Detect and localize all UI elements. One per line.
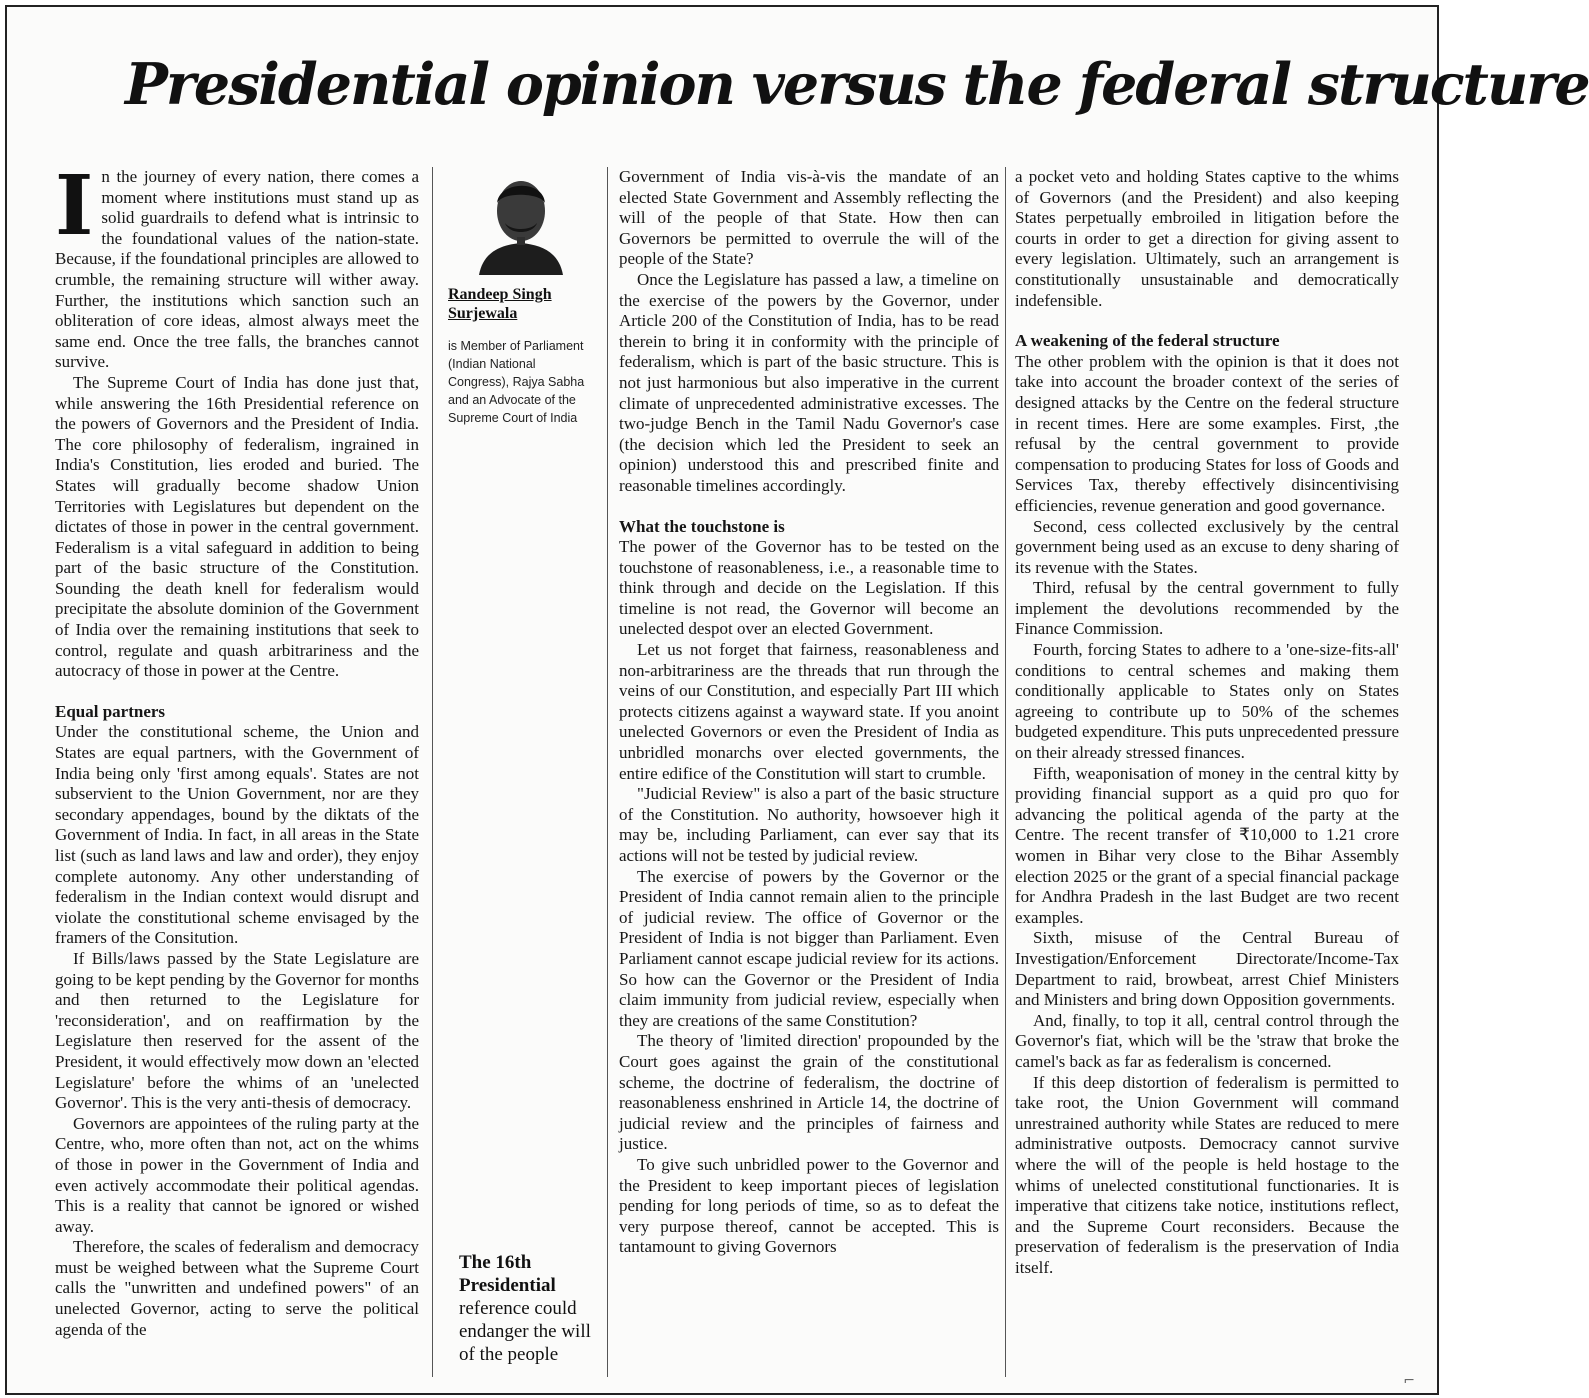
paragraph: The Supreme Court of India has done just that, while answering the 16th Presidential reference on the powers of Governors and the President of India. The core philosophy of federalism, ingrained in India's Constitution, lies eroded and buried. The States will gradually become shadow Union Territories with Legislatures but dependent on the dictates of those in power in the central government. Federalism is a vital safeguard in addition to being part of the basic structure of the Constitution. Sounding the death knell for federalism would precipitate the absolute dominion of the Government of India over the remaining institutions that seek to control, regulate and quash arbitrariness and the autocracy of those in power at the Centre. xyxy=(55,372,419,681)
paragraph: Once the Legislature has passed a law, a timeline on the exercise of the powers by the Governor, under Article 200 of the Constitution of India, has to be read therein to bring it in conformity with the principle of federalism, which is part of the basic structure. This is not just harmonious but also imperative in the current climate of unprecedented administrative excesses. The two-judge Bench in the Tamil Nadu Governor's case (the decision which led the President to seek an opinion) understood this and prescribed finite and reasonable timelines accordingly. xyxy=(619,269,999,495)
newspaper-clipping xyxy=(5,5,1589,1395)
subheading-equal-partners: Equal partners xyxy=(55,701,166,721)
paragraph: The theory of 'limited direction' propounded by the Court goes against the grain of the constitutional scheme, the doctrine of federalism, the doctrine of reasonableness enshrined in Article 14, the doctrine of judicial review and the principles of fairness and justice. xyxy=(619,1031,999,1154)
portrait-image xyxy=(475,167,567,275)
pull-quote-text: reference could endanger the will of the people xyxy=(459,1298,591,1365)
drop-cap: I xyxy=(55,158,94,254)
corner-mark: ⌐ xyxy=(1403,1373,1415,1389)
author-name: Randeep Singh Surjewala xyxy=(448,286,552,322)
author-bio: is Member of Parliament (Indian National Congress), Rajya Sabha and an Advocate of the Supreme Court of India xyxy=(448,339,585,425)
paragraph: The power of the Governor has to be tested on the touchstone of reasonableness, i.e., a reasonable time to think through and decide on the Legislation. If this timeline is not read, the Governor will become an unelected despot over an elected Government. xyxy=(619,537,999,639)
subheading-weakening: A weakening of the federal structure xyxy=(1015,331,1280,351)
paragraph: Fourth, forcing States to adhere to a 'one-size-fits-all' conditions to central schemes and making them conditionally applicable to States only on States agreeing to contribute up to 50% of the schemes budgeted expenditure. This puts unprecedented pressure on their already stressed finances. xyxy=(1015,640,1399,763)
spacer xyxy=(1015,311,1399,331)
article-column-4 xyxy=(1015,167,1399,1377)
paragraph-text: n the journey of every nation, there comes a moment where institutions must stand up as solid guardrails to defend what is intrinsic to the foundational values of the nation-state. Because, if the foundational principles are allowed to crumble, the remaining structure will wither away. Further, the institutions which sanction such an obliteration of core ideas, almost always meet the same end. Once the tree falls, the branches cannot survive. xyxy=(55,167,419,372)
paragraph: "Judicial Review" is also a part of the basic structure of the Constitution. No authority, howsoever high it may be, including Parliament, can ever say that its actions will not be tested by judicial review. xyxy=(619,784,999,865)
paragraph: Let us not forget that fairness, reasonableness and non-arbitrariness are the threads that run through the veins of our Constitution, and especially Part III which protects citizens against a wayward state. If you anoint unelected Governors or even the President of India as unbridled monarchs over elected governments, the entire edifice of the Constitution will start to crumble. xyxy=(619,640,999,783)
column-divider xyxy=(607,167,608,1377)
paragraph: Under the constitutional scheme, the Union and States are equal partners, with the Government of India being only 'first among equals'. States are not subservient to the Union Government, nor are they secondary appendages, bound by the diktats of the Government of India. In fact, in all areas in the State list (such as land laws and law and order), they enjoy complete autonomy. Any other understanding of federalism in the Indian context would disrupt and violate the constitutional scheme envisaged by the framers of the Consitution. xyxy=(55,722,419,948)
author-photo xyxy=(475,167,567,275)
paragraph: If Bills/laws passed by the State Legislature are going to be kept pending by the Governor for months and then returned to the Legislature for 'reconsideration', and on reaffirmation by the Legislature then reserved for the assent of the President, it would effectively mow down an 'elected Legislature' before the whims of an 'unelected Governor'. This is the very anti-thesis of democracy. xyxy=(55,948,419,1113)
spacer xyxy=(619,497,999,517)
paragraph: The other problem with the opinion is that it does not take into account the broader context of the series of designed attacks by the Centre on the federal structure in recent times. Here are some examples. First, ,the refusal by the central government to provide compensation to producing States for loss of Goods and Services Tax, thereby effectively disincentivising efficiencies, revenue generation and good governance. xyxy=(1015,351,1399,515)
headline: Presidential opinion versus the federal structure xyxy=(125,51,1589,118)
paragraph: If this deep distortion of federalism is permitted to take root, the Union Government will command unrestrained authority while States are reduced to mere administrative outposts. Democracy cannot survive where the will of the people is held hostage to the whims of unelected constitutional functionaries. It is imperative that citizens take notice, institutions reflect, and the Supreme Court reconsiders. Because the preservation of federalism is the preservation of India itself. xyxy=(1015,1072,1399,1277)
paragraph: The exercise of powers by the Governor or the President of India cannot remain alien to the principle of judicial review. The office of Governor or the President of India is not bigger than Parliament. Even Parliament cannot escape judicial review for its actions. So how can the Governor or the President of India claim immunity from judicial review, especially when they are creations of the same Constitution? xyxy=(619,866,999,1030)
paragraph: To give such unbridled power to the Governor and the President to keep important pieces of legislation pending for long periods of time, so as to defeat the very purpose thereof, cannot be accepted. This is tantamount to giving Governors xyxy=(619,1154,999,1257)
column-divider xyxy=(1005,167,1006,1377)
article-column-3 xyxy=(619,167,999,1375)
paragraph: Therefore, the scales of federalism and democracy must be weighed between what the Supreme Court calls the "unwritten and undefined powers" of an unelected Governor, acting to serve the political agenda of the xyxy=(55,1237,419,1339)
paragraph: Fifth, weaponisation of money in the central kitty by providing financial support as a quid pro quo for advancing the political agenda of the party at the Centre. The recent transfer of ₹10,000 to 1.21 crore women in Bihar very close to the Bihar Assembly election 2025 or the grant of a special financial package for Andhra Pradesh in the last Budget are two recent examples. xyxy=(1015,763,1399,927)
paragraph: Second, cess collected exclusively by the central government being used as an excuse to deny sharing of its revenue with the States. xyxy=(1015,516,1399,577)
subheading-touchstone: What the touchstone is xyxy=(619,516,785,536)
pull-quote xyxy=(459,1251,609,1366)
paragraph: Sixth, misuse of the Central Bureau of Investigation/Enforcement Directorate/Income-Tax Department to raid, browbeat, arrest Chief Ministers and Ministers and bring down Opposition governments. xyxy=(1015,928,1399,1010)
pull-quote-lead: The 16th Presidential xyxy=(459,1252,556,1296)
column-divider xyxy=(432,167,433,1377)
paragraph: Third, refusal by the central government to fully implement the devolutions recommended by the Finance Commission. xyxy=(1015,578,1399,639)
article-column-1 xyxy=(55,158,419,1377)
paragraph: a pocket veto and holding States captive to the whims of Governors (and the President) and also keeping States perpetually embroiled in litigation before the courts in order to get a direction for giving assent to every legislation. Ultimately, such an arrangement is constitutionally unsustainable and democratically indefensible. xyxy=(1015,167,1399,310)
paragraph: Government of India vis-à-vis the mandate of an elected State Government and Assembly reflecting the will of the people of that State. How then can Governors be permitted to overrule the will of the people of the State? xyxy=(619,167,999,269)
spacer xyxy=(55,682,419,702)
paragraph: And, finally, to top it all, central control through the Governor's fiat, which will be the 'straw that broke the camel's back as far as federalism is concerned. xyxy=(1015,1010,1399,1071)
paragraph xyxy=(55,158,419,373)
paragraph: Governors are appointees of the ruling party at the Centre, who, more often than not, act on the whims of those in power in the Government of India and even actively accommodate their political agendas. This is a reality that cannot be ignored or wished away. xyxy=(55,1113,419,1236)
